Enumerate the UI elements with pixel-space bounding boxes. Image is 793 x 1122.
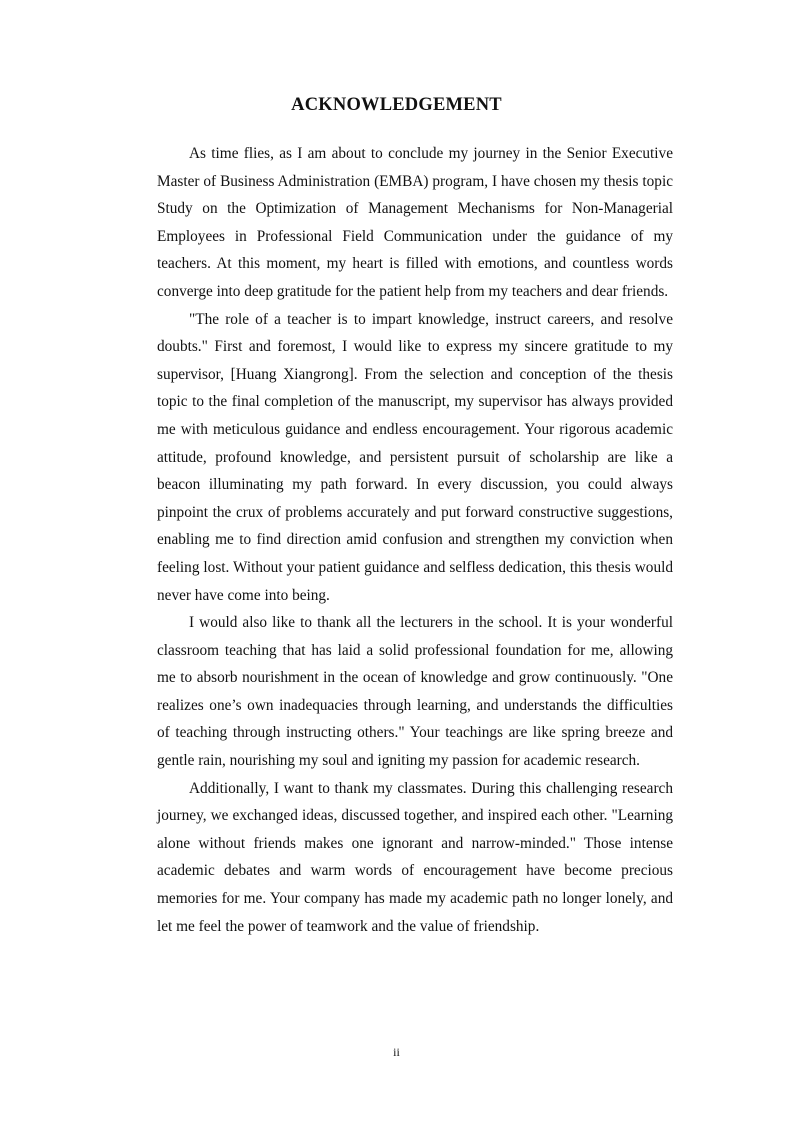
page-title: ACKNOWLEDGEMENT xyxy=(291,95,502,115)
paragraph-lecturers: I would also like to thank all the lecturers in the school. It is your wonderful classroom teaching that has laid a solid professional foundation for me, allowing me to absorb nourishment in the ocean of knowledge and grow continuously. "One realizes one’s own inadequacies through learning, and understands the difficulties of teaching through instructing others." Your teachings are like spring breeze and gentle rain, nourishing my soul and igniting my passion for academic research. xyxy=(157,614,673,770)
paragraph-supervisor: "The role of a teacher is to impart knowledge, instruct careers, and resolve doubts." First and foremost, I would like to express my sincere gratitude to my supervisor, [Huang Xiangrong]. From the selection and conception of the thesis topic to the final completion of the manuscript, my supervisor has always provided me with meticulous guidance and endless encouragement. Your rigorous academic attitude, profound knowledge, and persistent pursuit of scholarship are like a beacon illuminating my path forward. In every discussion, you could always pinpoint the crux of problems accurately and put forward constructive suggestions, enabling me to find direction amid confusion and strengthen my conviction when feeling lost. Without your patient guidance and selfless dedication, this thesis would never have come into being. xyxy=(157,310,673,604)
page-number: ii xyxy=(393,1045,400,1059)
paragraph-classmates: Additionally, I want to thank my classmates. During this challenging research journey, we exchanged ideas, discussed together, and inspired each other. "Learning alone without friends makes one ignorant and narrow-minded." Those intense academic debates and warm words of encouragement have become precious memories for me. Your company has made my academic path no longer lonely, and let me feel the power of teamwork and the value of friendship. xyxy=(157,779,673,935)
paragraph-intro: As time flies, as I am about to conclude my journey in the Senior Executive Master of Business Administration (EMBA) program, I have chosen my thesis topic Study on the Optimization of Management Mechanisms for Non-Managerial Employees in Professional Field Communication under the guidance of my teachers. At this moment, my heart is filled with emotions, and countless words converge into deep gratitude for the patient help from my teachers and dear friends. xyxy=(157,145,673,300)
acknowledgement-body xyxy=(157,140,673,940)
